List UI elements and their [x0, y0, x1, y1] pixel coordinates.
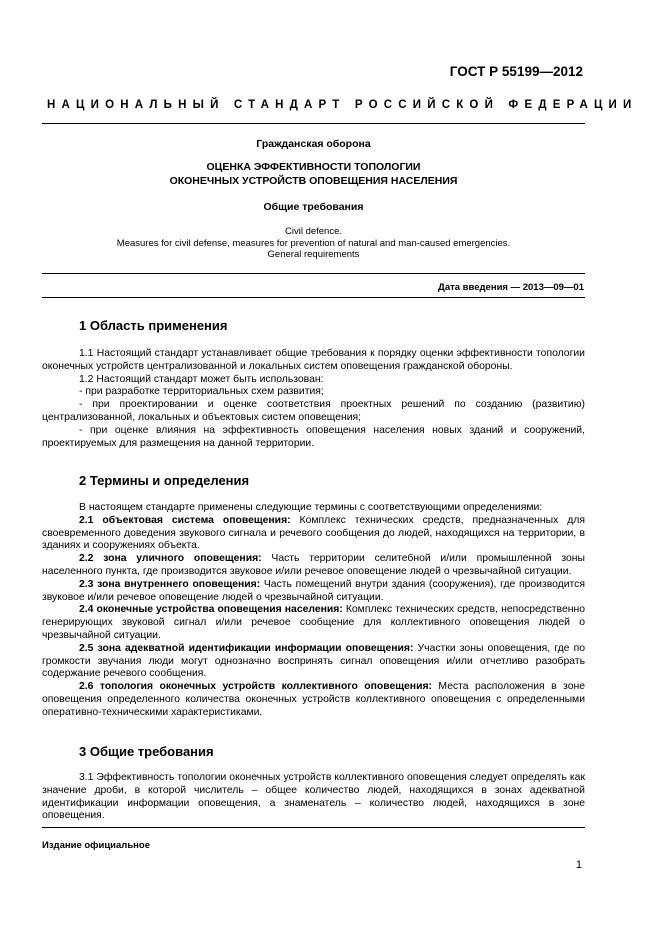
section-1-body — [42, 348, 585, 450]
term: 2.6 топология оконечных устройств коллективного оповещения: — [79, 681, 432, 693]
header-divider — [42, 123, 585, 124]
national-standard-line: НАЦИОНАЛЬНЫЙ СТАНДАРТ РОССИЙСКОЙ ФЕДЕРАЦИИ — [47, 99, 638, 111]
paragraph: 3.1 Эффективность топологии оконечных устройств коллективного оповещения следует определять как значение дроби, в которой числитель – общее количество людей, находящихся в зонах адекватной идентификации информации оповещения, а знаменатель – количество людей, находящихся в зоне оповещения. — [42, 772, 585, 822]
list-item: - при оценке влияния на эффективность оповещения населения новых зданий и сооружений, проектируемых для размещения на данной территории. — [42, 424, 585, 449]
footer-divider — [42, 827, 585, 828]
section-1-heading: 1 Область применения — [79, 318, 228, 333]
term-definition — [42, 515, 585, 553]
main-title: ОЦЕНКА ЭФФЕКТИВНОСТИ ТОПОЛОГИИ ОКОНЕЧНЫХ УСТРОЙСТВ ОПОВЕЩЕНИЯ НАСЕЛЕНИЯ — [169, 161, 458, 187]
term: 2.4 оконечные устройства оповещения населения: — [79, 604, 343, 616]
introduction-date: Дата введения — 2013—09—01 — [438, 282, 584, 293]
paragraph: В настоящем стандарте применены следующие термины с соответствующими определениями: — [79, 502, 543, 513]
term-definition — [42, 604, 585, 642]
definition: Часть территории селитебной и/или промышленной зоны населенного пункта, где производится звуковое и/или речевое оповещение людей о чрезвычайной ситуации. — [42, 553, 586, 577]
term-definition — [42, 553, 585, 579]
section-2-body — [42, 502, 585, 720]
english-title: Civil defence. Measures for civil defense, measures for prevention of natural and man-caused emergencies. General requirements — [116, 226, 511, 260]
page-number: 1 — [575, 859, 582, 871]
date-bottom-divider — [42, 297, 585, 298]
term-definition — [42, 643, 585, 681]
definition: Участки зоны оповещения, где по громкости звучания люди могут однозначно воспринять сигнал оповещения и/или отчетливо разобрать содержание речевого сообщения. — [42, 642, 585, 680]
list-item: - при разработке территориальных схем развития; — [79, 386, 324, 398]
term-definition — [42, 681, 585, 719]
definition: Комплекс технических средств, предназначенных для своевременного доведения звукового сигнала и речевого сообщения до людей, находящихся на территории, в зданиях и сооружениях объекта. — [42, 514, 585, 552]
section-3-body — [42, 772, 585, 823]
definition: Комплекс технических средств, непосредственно генерирующих звуковой сигнал и/или речевое сообщение для коллективного оповещения людей о чрезвычайной ситуации. — [42, 604, 585, 641]
section-3-heading: 3 Общие требования — [79, 744, 214, 759]
paragraph: 1.1 Настоящий стандарт устанавливает общие требования к порядку оценки эффективности топологии оконечных устройств централизованной и локальных систем оповещения гражданской обороны. — [42, 348, 585, 372]
section-2-heading: 2 Термины и определения — [79, 473, 250, 488]
definition: Часть помещений внутри здания (сооружения), где производится звуковое и/или речевое оповещение людей о чрезвычайной ситуации. — [42, 578, 586, 603]
term: 2.3 зона внутреннего оповещения: — [79, 578, 261, 590]
date-top-divider — [42, 273, 585, 274]
term: 2.1 объектовая система оповещения: — [79, 514, 291, 526]
term: 2.5 зона адекватной идентификации информации оповещения: — [79, 642, 414, 654]
term-definition — [42, 579, 585, 605]
standard-code: ГОСТ Р 55199—2012 — [449, 64, 583, 79]
term: 2.2 зона уличного оповещения: — [79, 553, 262, 565]
paragraph: 1.2 Настоящий стандарт может быть использован: — [79, 373, 324, 385]
definition: Места расположения в зоне оповещения определенного количества оконечных устройств коллективного оповещения с определенными оперативно-техническими характеристиками. — [42, 681, 585, 718]
category-title: Гражданская оборона — [256, 138, 371, 150]
list-item: - при проектировании и оценке соответствия проектных решений по созданию (развитию) централизованной, локальных и объектовых систем оповещения; — [42, 399, 585, 423]
edition-label: Издание официальное — [42, 840, 150, 851]
subtitle: Общие требования — [263, 201, 364, 213]
